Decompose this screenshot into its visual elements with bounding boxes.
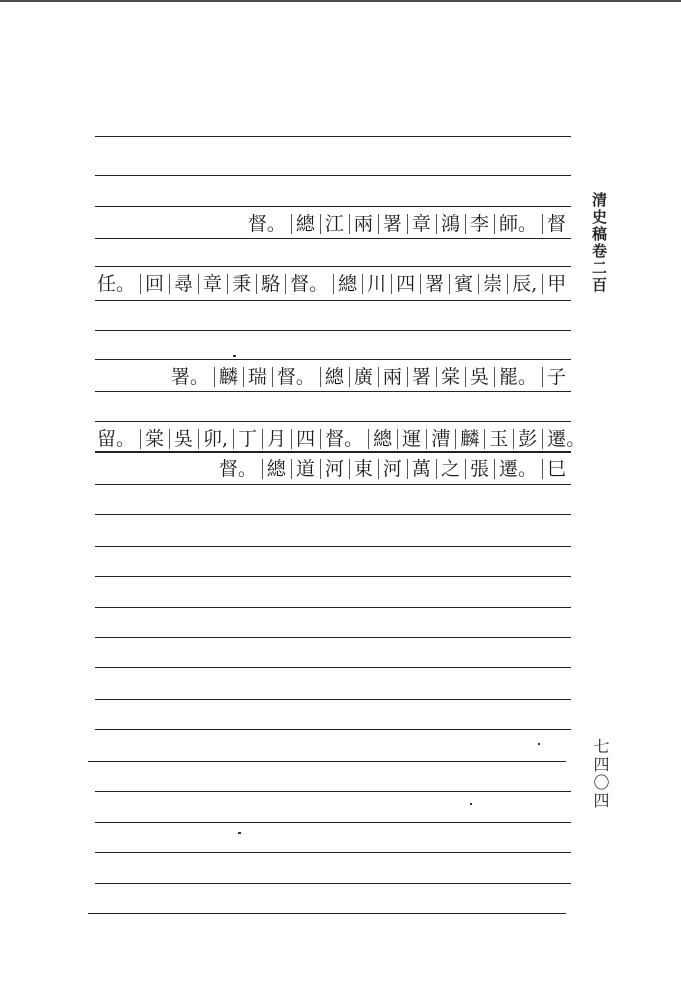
table-rule: [95, 238, 571, 239]
table-cell: 之: [436, 459, 465, 479]
table-cell: 川: [362, 274, 391, 294]
table-cell: 麟: [455, 429, 484, 449]
table-cell: 總: [333, 274, 362, 294]
table-rule: [95, 576, 571, 577]
running-title: 清史稿卷二百: [590, 192, 608, 294]
table-cell: 遷。: [494, 459, 542, 479]
table-rule: [95, 206, 571, 207]
table-cell: 任。: [97, 273, 136, 295]
table-row: [95, 270, 571, 298]
table-cell: 兩: [349, 214, 378, 234]
table-row: [95, 455, 571, 483]
table-cell: 署: [420, 274, 449, 294]
ink-speck: [238, 832, 241, 834]
table-row: [95, 425, 586, 453]
table-cell: 甲: [542, 274, 571, 294]
table-cell: 玉: [484, 429, 513, 449]
table-cell: 尋: [169, 274, 198, 294]
table-cell: 罷。: [494, 367, 542, 387]
ink-speck: [538, 743, 540, 745]
table-cell: 棠: [436, 367, 465, 387]
table-cell: 張: [465, 459, 494, 479]
table-rule: [95, 637, 571, 638]
table-cell: 督。: [272, 367, 320, 387]
table-rule: [95, 175, 571, 176]
table-cell: 署: [378, 214, 407, 234]
table-cell: 兩: [378, 367, 407, 387]
table-cell: 麟: [214, 367, 243, 387]
table-cell: 河: [320, 459, 349, 479]
ink-speck: [233, 355, 236, 357]
table-rule: [95, 484, 571, 485]
table-cell: 李: [465, 214, 494, 234]
table-rule: [95, 359, 571, 360]
table-cell: 署。: [170, 366, 209, 388]
table-cell: 章: [407, 214, 436, 234]
table-cell: 賓: [449, 274, 478, 294]
table-cell: 督。: [218, 458, 257, 480]
table-cell: 總: [262, 459, 291, 479]
table-rule: [95, 883, 571, 884]
table-rule: [95, 699, 571, 700]
table-rule: [95, 667, 571, 668]
table-cell: 吳: [465, 367, 494, 387]
table-cell: 辰,: [507, 274, 542, 294]
page-top-border: [0, 0, 681, 2]
table-cell: 丁: [233, 429, 262, 449]
table-rule: [95, 330, 571, 331]
table-rule: [88, 761, 566, 762]
table-rule: [95, 729, 571, 730]
table-cell: 萬: [407, 459, 436, 479]
table-rule: [95, 514, 571, 515]
table-cell: 月: [262, 429, 291, 449]
table-cell: 棠: [140, 429, 169, 449]
table-cell: 廣: [349, 367, 378, 387]
table-cell: 總: [368, 429, 397, 449]
table-cell: 巳: [542, 459, 571, 479]
table-row: [95, 210, 571, 238]
table-rule: [95, 300, 571, 301]
table-cell: 子: [542, 367, 571, 387]
table-rule: [95, 391, 571, 392]
table-cell: 四: [291, 429, 320, 449]
table-cell: 河: [378, 459, 407, 479]
table-cell: 吳: [169, 429, 198, 449]
table-cell: 回: [140, 274, 169, 294]
page-number: 七四〇四: [591, 738, 610, 810]
table-cell: 鴻: [436, 214, 465, 234]
table-cell: 督。: [320, 429, 368, 449]
ink-speck: [470, 803, 472, 805]
table-cell: 督。: [247, 213, 286, 235]
table-cell: 崇: [478, 274, 507, 294]
table-cell: 遷。: [542, 429, 590, 449]
table-cell: 總: [320, 367, 349, 387]
table-cell: 卯,: [198, 429, 233, 449]
table-cell: 章: [198, 274, 227, 294]
table-cell: 督。: [285, 274, 333, 294]
table-cell: 彭: [513, 429, 542, 449]
table-cell: 四: [391, 274, 420, 294]
table-cell: 師。: [494, 214, 542, 234]
table-row: [95, 363, 571, 391]
table-cell: 督: [542, 214, 571, 234]
table-cell: 署: [407, 367, 436, 387]
table-cell: 漕: [426, 429, 455, 449]
table-rule: [95, 607, 571, 608]
table-cell: 留。: [97, 428, 136, 450]
table-cell: 總: [291, 214, 320, 234]
table-cell: 江: [320, 214, 349, 234]
table-rule: [95, 546, 571, 547]
table-rule: [95, 136, 571, 137]
table-rule: [88, 913, 566, 914]
table-rule: [95, 791, 571, 792]
table-cell: 駱: [256, 274, 285, 294]
table-rule: [95, 266, 571, 267]
table-cell: 東: [349, 459, 378, 479]
table-cell: 瑞: [243, 367, 272, 387]
table-cell: 道: [291, 459, 320, 479]
table-rule: [95, 852, 571, 853]
table-cell: 運: [397, 429, 426, 449]
table-rule: [95, 822, 571, 823]
table-rule: [95, 421, 571, 422]
table-cell: 秉: [227, 274, 256, 294]
